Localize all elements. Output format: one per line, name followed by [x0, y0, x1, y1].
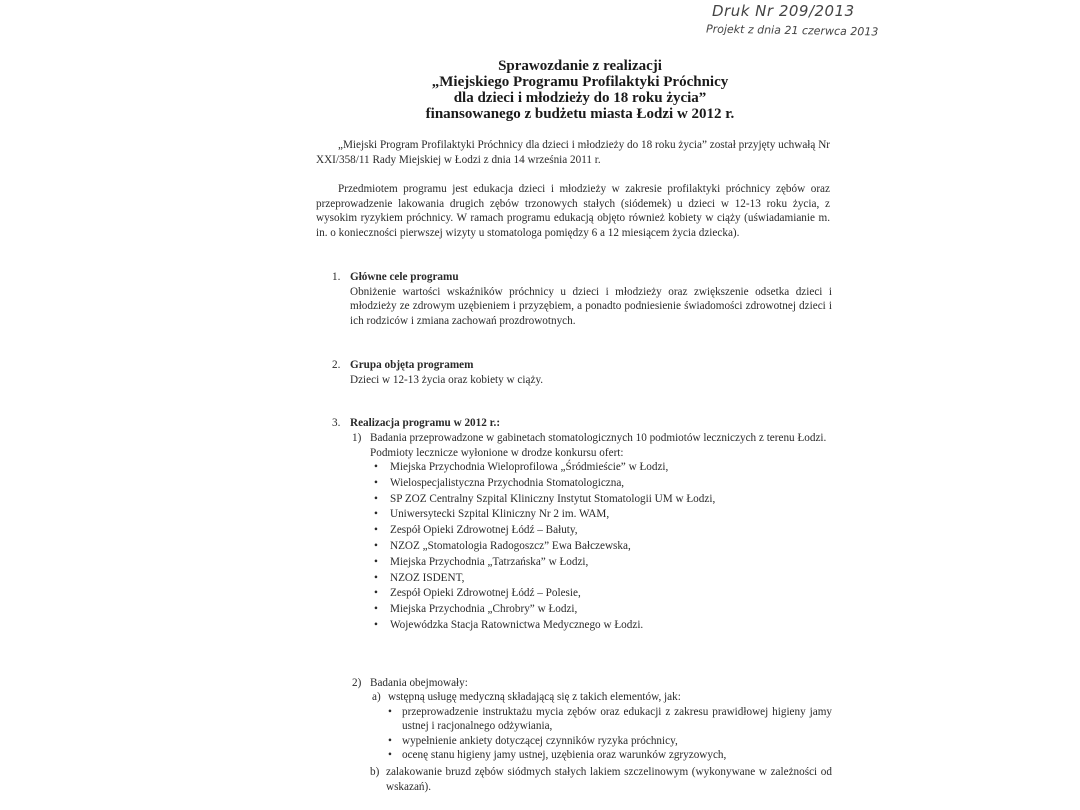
document-title [300, 58, 860, 122]
section-heading: Realizacja programu w 2012 r.: [350, 417, 501, 429]
subject-paragraph [316, 182, 830, 240]
section-number: 1. [332, 271, 341, 283]
list-item: • Miejska Przychodnia „Chrobry” w Łodzi, [370, 602, 832, 618]
handwritten-print-number: Druk Nr 209/2013 [712, 2, 855, 20]
item-1-text: Badania przeprowadzone w gabinetach stomatologicznych 10 podmiotów leczniczych z terenu Łodzi. [370, 432, 827, 444]
section-heading: Główne cele programu [350, 271, 459, 283]
list-item: • przeprowadzenie instruktażu mycia zębów oraz edukacji z zakresu prawidłowej higieny jamy ustnej i racjonalnego odżywiania, [380, 705, 832, 734]
list-item: • Wielospecjalistyczna Przychodnia Stomatologiczna, [370, 476, 832, 492]
list-item: • wypełnienie ankiety dotyczącej czynników ryzyka próchnicy, [380, 734, 832, 749]
item-2a-text: wstępną usługę medyczną składającą się z takich elementów, jak: [388, 691, 681, 703]
item-1-subheading: Podmioty lecznicze wyłonione w drodze konkursu ofert: [370, 446, 624, 459]
intro-text: „Miejski Program Profilaktyki Próchnicy dla dzieci i młodzieży do 18 roku życia” został przyjęty uchwałą Nr XXI/358/11 Rady Miejskiej w Łodzi z dnia 14 września 2011 r. [316, 139, 830, 166]
item-2b-label: b) [370, 766, 380, 778]
list-item: • SP ZOZ Centralny Szpital Kliniczny Instytut Stomatologii UM w Łodzi, [370, 492, 832, 508]
item-2-number: 2) [352, 677, 362, 689]
section-implementation [332, 416, 832, 431]
list-item: • ocenę stanu higieny jamy ustnej, uzębienia oraz warunków zgryzowych, [380, 748, 832, 763]
item-2a [372, 690, 832, 763]
section-number: 2. [332, 359, 341, 371]
handwritten-draft-date: Projekt z dnia 21 czerwca 2013 [705, 22, 879, 39]
list-item: • Zespół Opieki Zdrowotnej Łódź – Polesie, [370, 586, 832, 602]
section-target-group [332, 358, 832, 387]
list-item: • Zespół Opieki Zdrowotnej Łódź – Bałuty, [370, 523, 832, 539]
section-body: Dzieci w 12-13 życia oraz kobiety w ciąży. [350, 373, 544, 386]
item-2a-bullets [380, 705, 832, 763]
item-2b [370, 765, 832, 794]
item-2 [352, 676, 832, 691]
title-line-1: Sprawozdanie z realizacji [498, 58, 662, 74]
section-number: 3. [332, 417, 341, 429]
section-heading: Grupa objęta programem [350, 359, 474, 371]
list-item: • Uniwersytecki Szpital Kliniczny Nr 2 im. WAM, [370, 507, 832, 523]
item-2a-label: a) [372, 691, 381, 703]
section-goals [332, 270, 832, 328]
list-item: • Wojewódzka Stacja Ratownictwa Medycznego w Łodzi. [370, 618, 832, 634]
title-line-3: dla dzieci i młodzieży do 18 roku życia” [453, 90, 707, 106]
title-line-4: finansowanego z budżetu miasta Łodzi w 2012 r. [425, 106, 735, 122]
section-body: Obniżenie wartości wskaźników próchnicy u dzieci i młodzieży oraz zwiększenie odsetka dzieci i młodzieży ze zdrowym uzębieniem i przyzębiem, a ponadto podniesienie świadomości zdrowotnej dzieci i ich rodziców i zmiana zachowań prozdrowotnych. [350, 285, 832, 327]
item-1 [352, 431, 832, 634]
subject-text: Przedmiotem programu jest edukacja dzieci i młodzieży w zakresie profilaktyki próchnicy zębów oraz przeprowadzenie lakowania drugich zębów trzonowych stałych (siódemek) u dzieci w 12-13 roku życia, z wysokim ryzykiem próchnicy. W ramach programu edukacją objęto również kobiety w ciąży (uświadamianie m. in. o konieczności pierwszej wizyty u stomatologa pomiędzy 6 a 12 miesiącem życia dziecka). [316, 183, 830, 239]
list-item: • NZOZ ISDENT, [370, 571, 832, 587]
item-1-number: 1) [352, 432, 362, 444]
list-item: • NZOZ „Stomatologia Radogoszcz” Ewa Bałczewska, [370, 539, 832, 555]
item-2b-text: zalakowanie bruzd zębów siódmych stałych lakiem szczelinowym (wykonywane w zależności od wskazań). [386, 766, 832, 793]
title-line-2: „Miejskiego Programu Profilaktyki Próchnicy [431, 74, 729, 90]
entity-list [370, 460, 832, 634]
list-item: • Miejska Przychodnia Wieloprofilowa „Śródmieście” w Łodzi, [370, 460, 832, 476]
list-item: • Miejska Przychodnia „Tatrzańska” w Łodzi, [370, 555, 832, 571]
item-2-text: Badania obejmowały: [370, 677, 468, 689]
intro-paragraph [316, 138, 830, 167]
